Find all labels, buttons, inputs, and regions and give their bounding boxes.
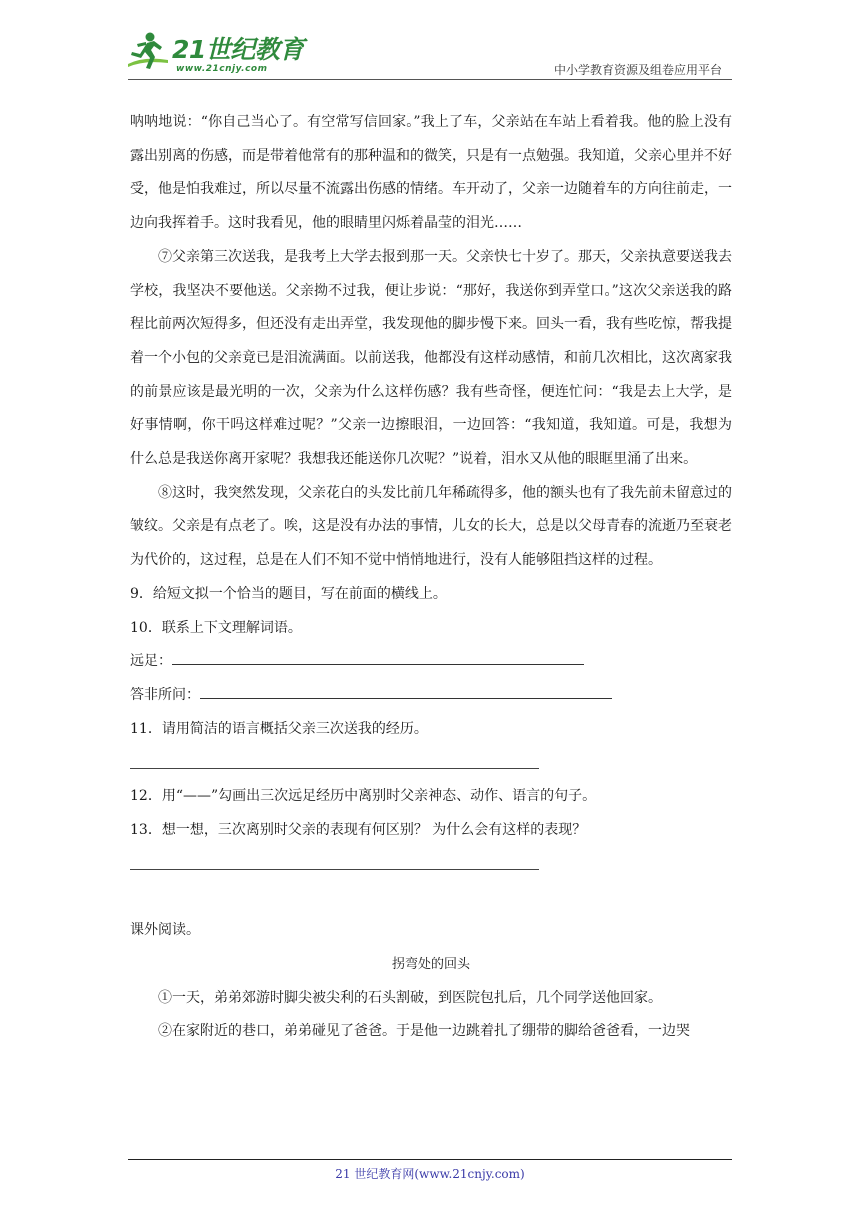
header-divider xyxy=(128,79,732,80)
question-11: 11．请用简洁的语言概括父亲三次送我的经历。 xyxy=(130,720,428,737)
question-13: 13．想一想，三次离别时父亲的表现有何区别？ 为什么会有这样的表现？ xyxy=(130,821,587,838)
story-paragraph-2: ②在家附近的巷口，弟弟碰见了爸爸。于是他一边跳着扎了绷带的脚给爸爸看，一边哭 xyxy=(158,1023,690,1040)
answer-line-dafeisuowen[interactable] xyxy=(200,684,612,699)
platform-name: 中小学教育资源及组卷应用平台 xyxy=(553,63,722,77)
logo-text: 21世纪教育 xyxy=(172,35,304,64)
footer-divider xyxy=(128,1159,732,1160)
answer-line-13[interactable] xyxy=(130,869,539,870)
question-10-a xyxy=(130,645,732,679)
story-paragraph-1: ①一天，弟弟郊游时脚尖被尖利的石头割破，到医院包扎后，几个同学送他回家。 xyxy=(158,989,662,1006)
running-figure-icon xyxy=(124,30,170,74)
document-body xyxy=(130,106,732,1049)
section-label: 课外阅读。 xyxy=(130,922,200,939)
story-title: 拐弯处的回头 xyxy=(391,956,470,972)
question-9: 9．给短文拟一个恰当的题目，写在前面的横线上。 xyxy=(130,585,447,602)
question-10-b xyxy=(130,679,732,713)
footer-link[interactable]: 21 世纪教育网(www.21cnjy.com) xyxy=(335,1167,525,1181)
logo-url: www.21cnjy.com xyxy=(176,64,268,74)
question-10: 10．联系上下文理解词语。 xyxy=(130,619,302,636)
answer-row-11 xyxy=(130,746,732,780)
answer-line-11[interactable] xyxy=(130,768,539,769)
term-label-dafeisuowen: 答非所问： xyxy=(130,686,200,703)
question-12: 12．用“——”勾画出三次远足经历中离别时父亲神态、动作、语言的句子。 xyxy=(130,788,597,805)
paragraph-7: ⑦父亲第三次送我，是我考上大学去报到那一天。父亲快七十岁了。那天，父亲执意要送我去学校，我坚决不要他送。父亲拗不过我，便让步说：“那好，我送你到弄堂口。”这次父亲送我的路程比前两次短得多，但还没有走出弄堂，我发现他的脚步慢下来。回头一看，我有些吃惊，帮我提着一个小包的父亲竟已是泪流满面。以前送我，他都没有这样动感情，和前几次相比，这次离家我的前景应该是最光明的一次，父亲为什么这样伤感？我有些奇怪，便连忙问：“我是去上大学，是好事情啊，你干吗这样难过呢？”父亲一边擦眼泪，一边回答：“我知道，我知道。可是，我想为什么总是我送你离开家呢？我想我还能送你几次呢？”说着，泪水又从他的眼眶里涌了出来。 xyxy=(130,248,732,468)
answer-line-yuanzu[interactable] xyxy=(172,650,584,665)
section-spacer xyxy=(130,881,732,914)
term-label-yuanzu: 远足： xyxy=(130,653,172,670)
site-logo[interactable] xyxy=(124,28,304,80)
paragraph-8: ⑧这时，我突然发现，父亲花白的头发比前几年稀疏得多，他的额头也有了我先前未留意过的皱纹。父亲是有点老了。唉，这是没有办法的事情，儿女的长大，总是以父母青春的流逝乃至衰老为代价的，这过程，总是在人们不知不觉中悄悄地进行，没有人能够阻挡这样的过程。 xyxy=(130,484,732,569)
answer-row-13 xyxy=(130,847,732,881)
paragraph-6-continued: 呐呐地说：“你自己当心了。有空常写信回家。”我上了车，父亲站在车站上看着我。他的脸上没有露出别离的伤感，而是带着他常有的那种温和的微笑，只是有一点勉强。我知道，父亲心里并不好受，他是怕我难过，所以尽量不流露出伤感的情绪。车开动了，父亲一边随着车的方向往前走，一边向我挥着手。这时我看见，他的眼睛里闪烁着晶莹的泪光…… xyxy=(130,114,732,232)
